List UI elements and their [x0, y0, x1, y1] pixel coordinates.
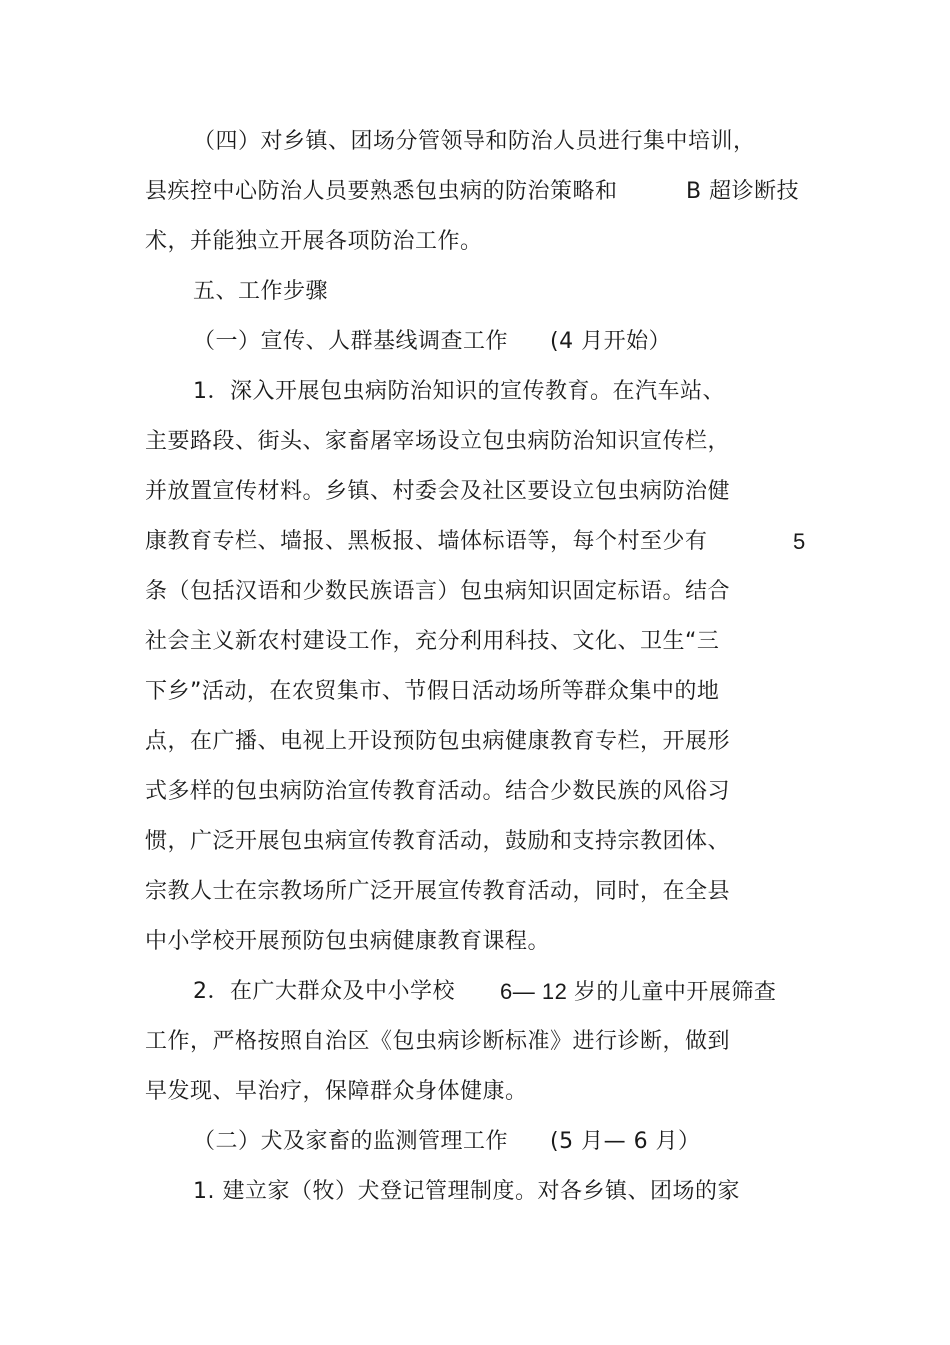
paragraph-line: 早发现、早治疗，保障群众身体健康。	[145, 1079, 528, 1104]
paragraph-line: 康教育专栏、墙报、黑板报、墙体标语等，每个村至少有	[145, 529, 708, 554]
paragraph-line: 中小学校开展预防包虫病健康教育课程。	[145, 929, 551, 954]
paragraph-line: 2．在广大群众及中小学校	[193, 979, 455, 1004]
paragraph-line: 术，并能独立开展各项防治工作。	[145, 229, 483, 254]
paragraph-line: 点，在广播、电视上开设预防包虫病健康教育专栏，开展形	[145, 729, 731, 754]
paragraph-line: 1．深入开展包虫病防治知识的宣传教育。在汽车站、	[193, 379, 725, 404]
paragraph-line: 工作，严格按照自治区《包虫病诊断标准》进行诊断，做到	[145, 1029, 731, 1054]
subsection-heading-date: (4 月开始）	[550, 329, 672, 354]
paragraph-line: 县疾控中心防治人员要熟悉包虫病的防治策略和	[145, 179, 618, 204]
paragraph-line-fragment: B 超诊断技	[686, 179, 800, 204]
paragraph-line: 条（包括汉语和少数民族语言）包虫病知识固定标语。结合	[145, 579, 731, 604]
section-heading: 五、工作步骤	[193, 279, 329, 304]
paragraph-line: 式多样的包虫病防治宣传教育活动。结合少数民族的风俗习	[145, 779, 731, 804]
paragraph-line: 1. 建立家（牧）犬登记管理制度。对各乡镇、团场的家	[193, 1179, 740, 1204]
subsection-heading: （一）宣传、人群基线调查工作	[193, 329, 509, 354]
paragraph-line: 惯，广泛开展包虫病宣传教育活动，鼓励和支持宗教团体、	[145, 829, 731, 854]
paragraph-line: （四）对乡镇、团场分管领导和防治人员进行集中培训，	[193, 129, 756, 154]
paragraph-line: 下乡”活动，在农贸集市、节假日活动场所等群众集中的地	[145, 679, 720, 704]
subsection-heading: （二）犬及家畜的监测管理工作	[193, 1129, 509, 1154]
paragraph-line: 宗教人士在宗教场所广泛开展宣传教育活动，同时，在全县	[145, 879, 731, 904]
paragraph-line: 并放置宣传材料。乡镇、村委会及社区要设立包虫病防治健	[145, 479, 731, 504]
paragraph-line: 主要路段、街头、家畜屠宰场设立包虫病防治知识宣传栏，	[145, 429, 731, 454]
subsection-heading-date: (5 月— 6 月）	[550, 1129, 701, 1154]
paragraph-line: 社会主义新农村建设工作，充分利用科技、文化、卫生“三	[145, 629, 720, 654]
paragraph-line-fragment: 6— 12 岁的儿童中开展筛查	[500, 979, 777, 1004]
paragraph-line-fragment: 5	[793, 529, 806, 554]
